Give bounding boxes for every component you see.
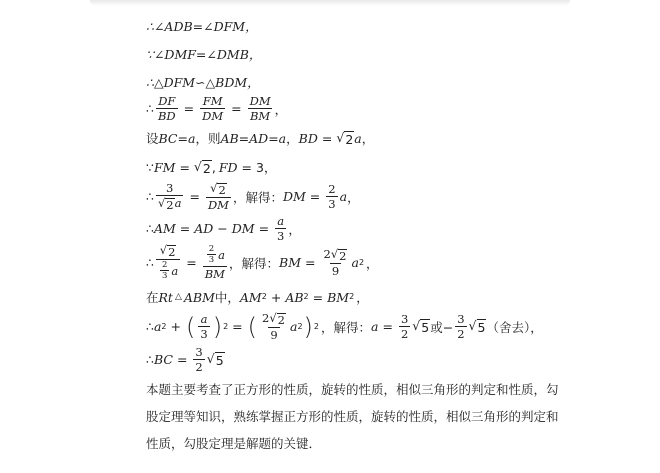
fraction: 2 √ 2 9 <box>262 311 285 342</box>
line-ratio: ∴ $\frac{DF}{BD}$ = $\frac{FM}{DM}$ = $\frac{DM}{BM}$ ， <box>146 94 288 123</box>
line-text: ∵∠DMF=∠DMB， <box>146 47 262 62</box>
square-root: √ 5 <box>206 351 224 369</box>
line-am: ∴ AM = AD − DM = $\frac{a}{3}$ ， <box>146 214 301 243</box>
fraction: $\frac{3}{2}$ <box>195 345 203 374</box>
line-solve-dm: ∴ 3 √ 2 a = √ 2 DM ，解得： DM = $\frac{2}{3}$ a ， <box>146 181 360 212</box>
fraction: √ 2 $\frac{2}{3}$ a <box>156 244 180 281</box>
line-similar-triangles <box>146 73 260 91</box>
line-text: ∴△DFM∽△BDM， <box>146 75 260 90</box>
fraction: √ 2 DM <box>207 181 229 212</box>
square-root: √ 2 <box>193 158 211 176</box>
fraction: 3 √ 2 a <box>157 181 182 212</box>
fraction: $\frac{3}{2}$ <box>400 312 409 341</box>
line-text: ∴∠ADB=∠DFM， <box>146 19 258 34</box>
line-bc-result: ∴ BC = $\frac{3}{2}$ √ 5 <box>146 345 224 374</box>
line-angle-adb <box>146 17 258 35</box>
fraction: $\frac{2}{3}$ <box>328 182 336 211</box>
square-root: √ 2 <box>336 129 354 147</box>
square-root: √ 5 <box>468 318 486 336</box>
square-root: √ 5 <box>412 318 430 336</box>
fraction: $\frac{FM}{DM}$ <box>202 94 224 123</box>
fraction: $\frac{a}{3}$ <box>277 214 285 243</box>
fraction: $\frac{3}{2}$ <box>457 312 465 341</box>
line-solve-bm: ∴ √ 2 $\frac{2}{3}$ a = $\frac{2}{3}$ a BM ，解得： BM = 2 √ 2 9 a 2 ， <box>146 243 379 281</box>
fraction: $\frac{2}{3}$ a BM <box>204 244 225 281</box>
fraction: $\frac{DF}{BD}$ <box>157 94 176 123</box>
line-let-bc: 设 BC=a ，则 AB=AD=a ， BD = √ 2 a ， <box>146 129 375 147</box>
summary-paragraph: 本题主要考查了正方形的性质，旋转的性质，相似三角形的判定和性质，勾股定理等知识，熟练掌握正方形的性质，旋转的性质，相似三角形的判定和性质，勾股定理是解题的关键． <box>146 382 559 451</box>
fraction: $\frac{DM}{BM}$ <box>249 94 271 123</box>
line-given-fm-fd: ∵ FM = √ 2 , FD = 3 ， <box>146 158 277 176</box>
line-angle-dmf <box>146 45 261 63</box>
line-pythagoras: 在 Rt △ ABM 中， AM 2 + AB 2 = BM 2 ， <box>146 289 369 305</box>
line-equation-solve-a: ∴ a 2 + ( $\frac{a}{3}$ ) 2 = ( 2 √ 2 9 a 2 ) 2 ，解得： a = $\frac{3}{2}$ √ 5 或− $\frac{3}{2}$ √ 5 （舍去）， <box>146 311 543 342</box>
fraction: 2 √ 2 9 <box>323 247 347 278</box>
fraction: $\frac{a}{3}$ <box>200 312 208 341</box>
